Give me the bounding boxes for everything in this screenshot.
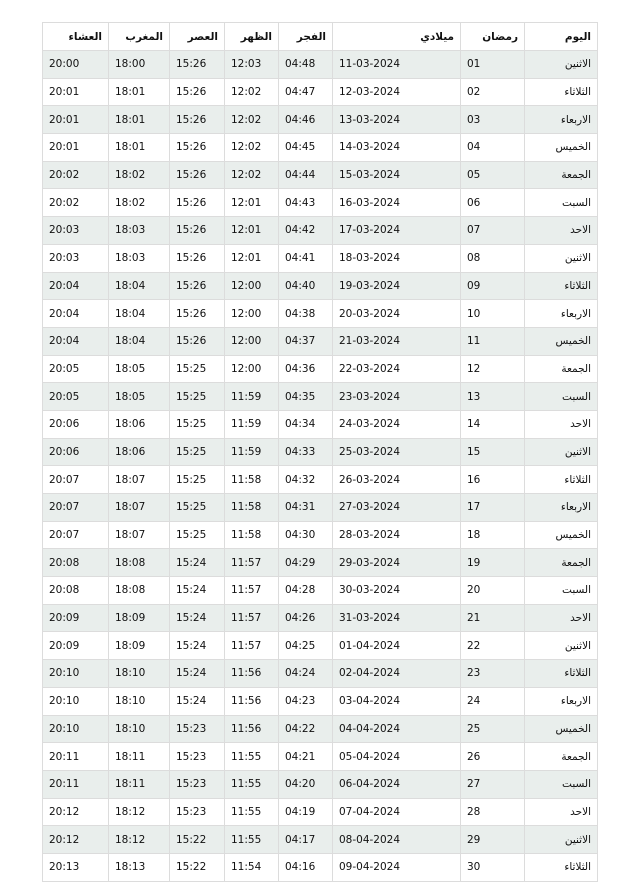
cell-asr: 15:25 bbox=[170, 466, 225, 494]
cell-maghrib: 18:05 bbox=[109, 383, 170, 411]
cell-maghrib: 18:09 bbox=[109, 604, 170, 632]
table-row bbox=[43, 327, 598, 355]
cell-fajr: 04:34 bbox=[279, 410, 333, 438]
cell-ramadan: 26 bbox=[461, 743, 525, 771]
cell-gregorian: 25-03-2024 bbox=[333, 438, 461, 466]
cell-fajr: 04:40 bbox=[279, 272, 333, 300]
cell-maghrib: 18:06 bbox=[109, 410, 170, 438]
cell-ramadan: 28 bbox=[461, 798, 525, 826]
cell-dhuhr: 12:00 bbox=[225, 300, 279, 328]
table-row bbox=[43, 383, 598, 411]
cell-day: الخميس bbox=[525, 521, 598, 549]
cell-asr: 15:26 bbox=[170, 106, 225, 134]
cell-gregorian: 13-03-2024 bbox=[333, 106, 461, 134]
table-body bbox=[43, 51, 598, 882]
cell-day: الثلاثاء bbox=[525, 853, 598, 881]
cell-gregorian: 28-03-2024 bbox=[333, 521, 461, 549]
table-row bbox=[43, 798, 598, 826]
cell-asr: 15:25 bbox=[170, 355, 225, 383]
cell-fajr: 04:21 bbox=[279, 743, 333, 771]
cell-ramadan: 11 bbox=[461, 327, 525, 355]
cell-day: الاحد bbox=[525, 410, 598, 438]
cell-ramadan: 20 bbox=[461, 577, 525, 605]
cell-fajr: 04:36 bbox=[279, 355, 333, 383]
cell-maghrib: 18:10 bbox=[109, 687, 170, 715]
cell-dhuhr: 12:03 bbox=[225, 51, 279, 79]
cell-fajr: 04:24 bbox=[279, 660, 333, 688]
cell-fajr: 04:31 bbox=[279, 494, 333, 522]
cell-fajr: 04:33 bbox=[279, 438, 333, 466]
table-row bbox=[43, 244, 598, 272]
cell-dhuhr: 11:57 bbox=[225, 577, 279, 605]
cell-isha: 20:09 bbox=[43, 604, 109, 632]
cell-asr: 15:26 bbox=[170, 300, 225, 328]
cell-asr: 15:25 bbox=[170, 494, 225, 522]
cell-maghrib: 18:04 bbox=[109, 300, 170, 328]
cell-gregorian: 02-04-2024 bbox=[333, 660, 461, 688]
cell-ramadan: 16 bbox=[461, 466, 525, 494]
cell-day: الاحد bbox=[525, 604, 598, 632]
cell-isha: 20:01 bbox=[43, 78, 109, 106]
table-row bbox=[43, 410, 598, 438]
cell-asr: 15:26 bbox=[170, 78, 225, 106]
cell-fajr: 04:22 bbox=[279, 715, 333, 743]
cell-maghrib: 18:10 bbox=[109, 715, 170, 743]
cell-gregorian: 19-03-2024 bbox=[333, 272, 461, 300]
cell-isha: 20:11 bbox=[43, 770, 109, 798]
cell-isha: 20:01 bbox=[43, 106, 109, 134]
cell-ramadan: 17 bbox=[461, 494, 525, 522]
cell-fajr: 04:32 bbox=[279, 466, 333, 494]
cell-day: الثلاثاء bbox=[525, 78, 598, 106]
cell-gregorian: 26-03-2024 bbox=[333, 466, 461, 494]
table-row bbox=[43, 466, 598, 494]
cell-isha: 20:10 bbox=[43, 660, 109, 688]
cell-day: السبت bbox=[525, 770, 598, 798]
cell-day: الاربعاء bbox=[525, 687, 598, 715]
cell-isha: 20:08 bbox=[43, 577, 109, 605]
cell-fajr: 04:43 bbox=[279, 189, 333, 217]
cell-isha: 20:09 bbox=[43, 632, 109, 660]
cell-gregorian: 06-04-2024 bbox=[333, 770, 461, 798]
cell-gregorian: 12-03-2024 bbox=[333, 78, 461, 106]
table-row bbox=[43, 51, 598, 79]
cell-dhuhr: 12:00 bbox=[225, 327, 279, 355]
table-row bbox=[43, 715, 598, 743]
cell-fajr: 04:19 bbox=[279, 798, 333, 826]
cell-ramadan: 27 bbox=[461, 770, 525, 798]
cell-maghrib: 18:02 bbox=[109, 161, 170, 189]
cell-isha: 20:12 bbox=[43, 826, 109, 854]
table-row bbox=[43, 632, 598, 660]
cell-asr: 15:23 bbox=[170, 770, 225, 798]
cell-maghrib: 18:03 bbox=[109, 217, 170, 245]
cell-fajr: 04:37 bbox=[279, 327, 333, 355]
table-row bbox=[43, 189, 598, 217]
cell-maghrib: 18:11 bbox=[109, 743, 170, 771]
cell-asr: 15:25 bbox=[170, 410, 225, 438]
cell-ramadan: 22 bbox=[461, 632, 525, 660]
cell-dhuhr: 11:58 bbox=[225, 494, 279, 522]
cell-fajr: 04:25 bbox=[279, 632, 333, 660]
table-row bbox=[43, 272, 598, 300]
cell-ramadan: 10 bbox=[461, 300, 525, 328]
cell-day: الخميس bbox=[525, 134, 598, 162]
cell-dhuhr: 12:02 bbox=[225, 106, 279, 134]
cell-dhuhr: 11:55 bbox=[225, 770, 279, 798]
cell-maghrib: 18:11 bbox=[109, 770, 170, 798]
cell-day: الاثنين bbox=[525, 632, 598, 660]
cell-fajr: 04:23 bbox=[279, 687, 333, 715]
cell-dhuhr: 12:02 bbox=[225, 78, 279, 106]
cell-day: الخميس bbox=[525, 327, 598, 355]
cell-ramadan: 18 bbox=[461, 521, 525, 549]
cell-asr: 15:22 bbox=[170, 853, 225, 881]
cell-day: الثلاثاء bbox=[525, 466, 598, 494]
cell-gregorian: 29-03-2024 bbox=[333, 549, 461, 577]
cell-dhuhr: 12:01 bbox=[225, 217, 279, 245]
cell-day: الثلاثاء bbox=[525, 660, 598, 688]
cell-asr: 15:23 bbox=[170, 798, 225, 826]
cell-maghrib: 18:03 bbox=[109, 244, 170, 272]
cell-maghrib: 18:10 bbox=[109, 660, 170, 688]
cell-gregorian: 20-03-2024 bbox=[333, 300, 461, 328]
cell-dhuhr: 11:59 bbox=[225, 410, 279, 438]
cell-day: الاربعاء bbox=[525, 106, 598, 134]
cell-isha: 20:03 bbox=[43, 217, 109, 245]
cell-isha: 20:05 bbox=[43, 355, 109, 383]
cell-maghrib: 18:07 bbox=[109, 521, 170, 549]
cell-isha: 20:11 bbox=[43, 743, 109, 771]
cell-ramadan: 07 bbox=[461, 217, 525, 245]
header-day: اليوم bbox=[525, 23, 598, 51]
cell-gregorian: 07-04-2024 bbox=[333, 798, 461, 826]
cell-ramadan: 09 bbox=[461, 272, 525, 300]
prayer-times-table bbox=[42, 22, 598, 882]
table-row bbox=[43, 134, 598, 162]
header-fajr: الفجر bbox=[279, 23, 333, 51]
cell-dhuhr: 11:55 bbox=[225, 743, 279, 771]
cell-isha: 20:12 bbox=[43, 798, 109, 826]
cell-maghrib: 18:02 bbox=[109, 189, 170, 217]
cell-day: الاحد bbox=[525, 217, 598, 245]
cell-day: الاربعاء bbox=[525, 494, 598, 522]
cell-fajr: 04:46 bbox=[279, 106, 333, 134]
cell-isha: 20:05 bbox=[43, 383, 109, 411]
table-row bbox=[43, 78, 598, 106]
cell-dhuhr: 12:02 bbox=[225, 134, 279, 162]
cell-maghrib: 18:04 bbox=[109, 327, 170, 355]
cell-fajr: 04:26 bbox=[279, 604, 333, 632]
cell-day: الخميس bbox=[525, 715, 598, 743]
cell-day: السبت bbox=[525, 189, 598, 217]
cell-fajr: 04:20 bbox=[279, 770, 333, 798]
cell-gregorian: 31-03-2024 bbox=[333, 604, 461, 632]
cell-dhuhr: 11:58 bbox=[225, 466, 279, 494]
cell-fajr: 04:42 bbox=[279, 217, 333, 245]
cell-asr: 15:25 bbox=[170, 383, 225, 411]
cell-isha: 20:02 bbox=[43, 161, 109, 189]
cell-fajr: 04:17 bbox=[279, 826, 333, 854]
cell-gregorian: 05-04-2024 bbox=[333, 743, 461, 771]
cell-day: الجمعة bbox=[525, 161, 598, 189]
cell-dhuhr: 11:55 bbox=[225, 826, 279, 854]
cell-asr: 15:24 bbox=[170, 632, 225, 660]
cell-gregorian: 18-03-2024 bbox=[333, 244, 461, 272]
cell-asr: 15:25 bbox=[170, 438, 225, 466]
cell-asr: 15:26 bbox=[170, 272, 225, 300]
cell-maghrib: 18:01 bbox=[109, 106, 170, 134]
cell-isha: 20:07 bbox=[43, 521, 109, 549]
cell-day: السبت bbox=[525, 577, 598, 605]
cell-gregorian: 16-03-2024 bbox=[333, 189, 461, 217]
cell-asr: 15:23 bbox=[170, 715, 225, 743]
cell-dhuhr: 12:00 bbox=[225, 272, 279, 300]
cell-asr: 15:26 bbox=[170, 51, 225, 79]
table-row bbox=[43, 660, 598, 688]
cell-ramadan: 23 bbox=[461, 660, 525, 688]
cell-dhuhr: 11:56 bbox=[225, 687, 279, 715]
header-isha: العشاء bbox=[43, 23, 109, 51]
table-row bbox=[43, 549, 598, 577]
cell-asr: 15:26 bbox=[170, 161, 225, 189]
cell-gregorian: 11-03-2024 bbox=[333, 51, 461, 79]
cell-dhuhr: 12:01 bbox=[225, 244, 279, 272]
cell-day: الاثنين bbox=[525, 244, 598, 272]
cell-maghrib: 18:05 bbox=[109, 355, 170, 383]
cell-maghrib: 18:01 bbox=[109, 78, 170, 106]
cell-gregorian: 30-03-2024 bbox=[333, 577, 461, 605]
cell-fajr: 04:45 bbox=[279, 134, 333, 162]
cell-gregorian: 09-04-2024 bbox=[333, 853, 461, 881]
cell-gregorian: 21-03-2024 bbox=[333, 327, 461, 355]
cell-dhuhr: 12:02 bbox=[225, 161, 279, 189]
cell-isha: 20:07 bbox=[43, 466, 109, 494]
table-row bbox=[43, 770, 598, 798]
cell-ramadan: 29 bbox=[461, 826, 525, 854]
cell-fajr: 04:16 bbox=[279, 853, 333, 881]
cell-gregorian: 03-04-2024 bbox=[333, 687, 461, 715]
cell-fajr: 04:35 bbox=[279, 383, 333, 411]
cell-isha: 20:06 bbox=[43, 438, 109, 466]
cell-day: السبت bbox=[525, 383, 598, 411]
cell-gregorian: 08-04-2024 bbox=[333, 826, 461, 854]
cell-ramadan: 04 bbox=[461, 134, 525, 162]
header-dhuhr: الظهر bbox=[225, 23, 279, 51]
prayer-times-table-container bbox=[42, 22, 591, 882]
cell-asr: 15:26 bbox=[170, 189, 225, 217]
cell-asr: 15:26 bbox=[170, 217, 225, 245]
cell-asr: 15:22 bbox=[170, 826, 225, 854]
cell-ramadan: 14 bbox=[461, 410, 525, 438]
cell-ramadan: 12 bbox=[461, 355, 525, 383]
cell-isha: 20:07 bbox=[43, 494, 109, 522]
cell-gregorian: 15-03-2024 bbox=[333, 161, 461, 189]
cell-maghrib: 18:07 bbox=[109, 466, 170, 494]
cell-ramadan: 13 bbox=[461, 383, 525, 411]
table-row bbox=[43, 438, 598, 466]
table-row bbox=[43, 106, 598, 134]
table-row bbox=[43, 494, 598, 522]
cell-maghrib: 18:04 bbox=[109, 272, 170, 300]
cell-dhuhr: 12:00 bbox=[225, 355, 279, 383]
cell-maghrib: 18:07 bbox=[109, 494, 170, 522]
cell-isha: 20:01 bbox=[43, 134, 109, 162]
cell-gregorian: 04-04-2024 bbox=[333, 715, 461, 743]
cell-dhuhr: 11:56 bbox=[225, 715, 279, 743]
cell-isha: 20:04 bbox=[43, 327, 109, 355]
cell-day: الجمعة bbox=[525, 743, 598, 771]
cell-isha: 20:08 bbox=[43, 549, 109, 577]
cell-day: الاحد bbox=[525, 798, 598, 826]
cell-dhuhr: 11:55 bbox=[225, 798, 279, 826]
table-row bbox=[43, 826, 598, 854]
cell-day: الاثنين bbox=[525, 51, 598, 79]
cell-dhuhr: 11:57 bbox=[225, 632, 279, 660]
cell-gregorian: 27-03-2024 bbox=[333, 494, 461, 522]
table-row bbox=[43, 300, 598, 328]
table-row bbox=[43, 521, 598, 549]
cell-asr: 15:24 bbox=[170, 687, 225, 715]
table-row bbox=[43, 577, 598, 605]
cell-ramadan: 01 bbox=[461, 51, 525, 79]
cell-dhuhr: 11:57 bbox=[225, 549, 279, 577]
cell-maghrib: 18:12 bbox=[109, 798, 170, 826]
header-ramadan: رمضان bbox=[461, 23, 525, 51]
cell-dhuhr: 11:58 bbox=[225, 521, 279, 549]
cell-ramadan: 19 bbox=[461, 549, 525, 577]
cell-day: الثلاثاء bbox=[525, 272, 598, 300]
cell-fajr: 04:47 bbox=[279, 78, 333, 106]
cell-gregorian: 17-03-2024 bbox=[333, 217, 461, 245]
table-header-row bbox=[43, 23, 598, 51]
cell-fajr: 04:44 bbox=[279, 161, 333, 189]
cell-isha: 20:06 bbox=[43, 410, 109, 438]
cell-asr: 15:24 bbox=[170, 660, 225, 688]
cell-asr: 15:26 bbox=[170, 134, 225, 162]
cell-dhuhr: 11:59 bbox=[225, 383, 279, 411]
table-row bbox=[43, 161, 598, 189]
cell-dhuhr: 11:59 bbox=[225, 438, 279, 466]
cell-fajr: 04:30 bbox=[279, 521, 333, 549]
cell-isha: 20:13 bbox=[43, 853, 109, 881]
cell-maghrib: 18:01 bbox=[109, 134, 170, 162]
cell-ramadan: 30 bbox=[461, 853, 525, 881]
table-row bbox=[43, 355, 598, 383]
cell-gregorian: 14-03-2024 bbox=[333, 134, 461, 162]
cell-asr: 15:24 bbox=[170, 549, 225, 577]
cell-maghrib: 18:00 bbox=[109, 51, 170, 79]
table-row bbox=[43, 604, 598, 632]
cell-asr: 15:23 bbox=[170, 743, 225, 771]
cell-asr: 15:24 bbox=[170, 577, 225, 605]
cell-asr: 15:24 bbox=[170, 604, 225, 632]
cell-isha: 20:10 bbox=[43, 715, 109, 743]
cell-day: الاثنين bbox=[525, 438, 598, 466]
cell-ramadan: 06 bbox=[461, 189, 525, 217]
cell-fajr: 04:48 bbox=[279, 51, 333, 79]
cell-ramadan: 02 bbox=[461, 78, 525, 106]
cell-dhuhr: 11:54 bbox=[225, 853, 279, 881]
cell-maghrib: 18:06 bbox=[109, 438, 170, 466]
cell-maghrib: 18:09 bbox=[109, 632, 170, 660]
cell-ramadan: 15 bbox=[461, 438, 525, 466]
cell-fajr: 04:41 bbox=[279, 244, 333, 272]
cell-day: الاثنين bbox=[525, 826, 598, 854]
cell-maghrib: 18:12 bbox=[109, 826, 170, 854]
cell-dhuhr: 11:56 bbox=[225, 660, 279, 688]
cell-asr: 15:26 bbox=[170, 244, 225, 272]
cell-day: الجمعة bbox=[525, 549, 598, 577]
cell-day: الجمعة bbox=[525, 355, 598, 383]
cell-fajr: 04:38 bbox=[279, 300, 333, 328]
cell-isha: 20:04 bbox=[43, 300, 109, 328]
header-asr: العصر bbox=[170, 23, 225, 51]
header-maghrib: المغرب bbox=[109, 23, 170, 51]
header-gregorian: ميلادي bbox=[333, 23, 461, 51]
cell-ramadan: 24 bbox=[461, 687, 525, 715]
cell-fajr: 04:28 bbox=[279, 577, 333, 605]
cell-fajr: 04:29 bbox=[279, 549, 333, 577]
cell-gregorian: 24-03-2024 bbox=[333, 410, 461, 438]
cell-isha: 20:03 bbox=[43, 244, 109, 272]
cell-asr: 15:25 bbox=[170, 521, 225, 549]
cell-ramadan: 08 bbox=[461, 244, 525, 272]
table-row bbox=[43, 853, 598, 881]
cell-ramadan: 25 bbox=[461, 715, 525, 743]
cell-maghrib: 18:08 bbox=[109, 577, 170, 605]
cell-dhuhr: 11:57 bbox=[225, 604, 279, 632]
cell-maghrib: 18:08 bbox=[109, 549, 170, 577]
cell-day: الاربعاء bbox=[525, 300, 598, 328]
table-row bbox=[43, 217, 598, 245]
cell-ramadan: 03 bbox=[461, 106, 525, 134]
cell-isha: 20:00 bbox=[43, 51, 109, 79]
cell-maghrib: 18:13 bbox=[109, 853, 170, 881]
cell-isha: 20:04 bbox=[43, 272, 109, 300]
table-row bbox=[43, 687, 598, 715]
cell-asr: 15:26 bbox=[170, 327, 225, 355]
cell-ramadan: 21 bbox=[461, 604, 525, 632]
table-row bbox=[43, 743, 598, 771]
cell-isha: 20:10 bbox=[43, 687, 109, 715]
cell-gregorian: 01-04-2024 bbox=[333, 632, 461, 660]
cell-isha: 20:02 bbox=[43, 189, 109, 217]
cell-dhuhr: 12:01 bbox=[225, 189, 279, 217]
cell-gregorian: 23-03-2024 bbox=[333, 383, 461, 411]
cell-gregorian: 22-03-2024 bbox=[333, 355, 461, 383]
cell-ramadan: 05 bbox=[461, 161, 525, 189]
